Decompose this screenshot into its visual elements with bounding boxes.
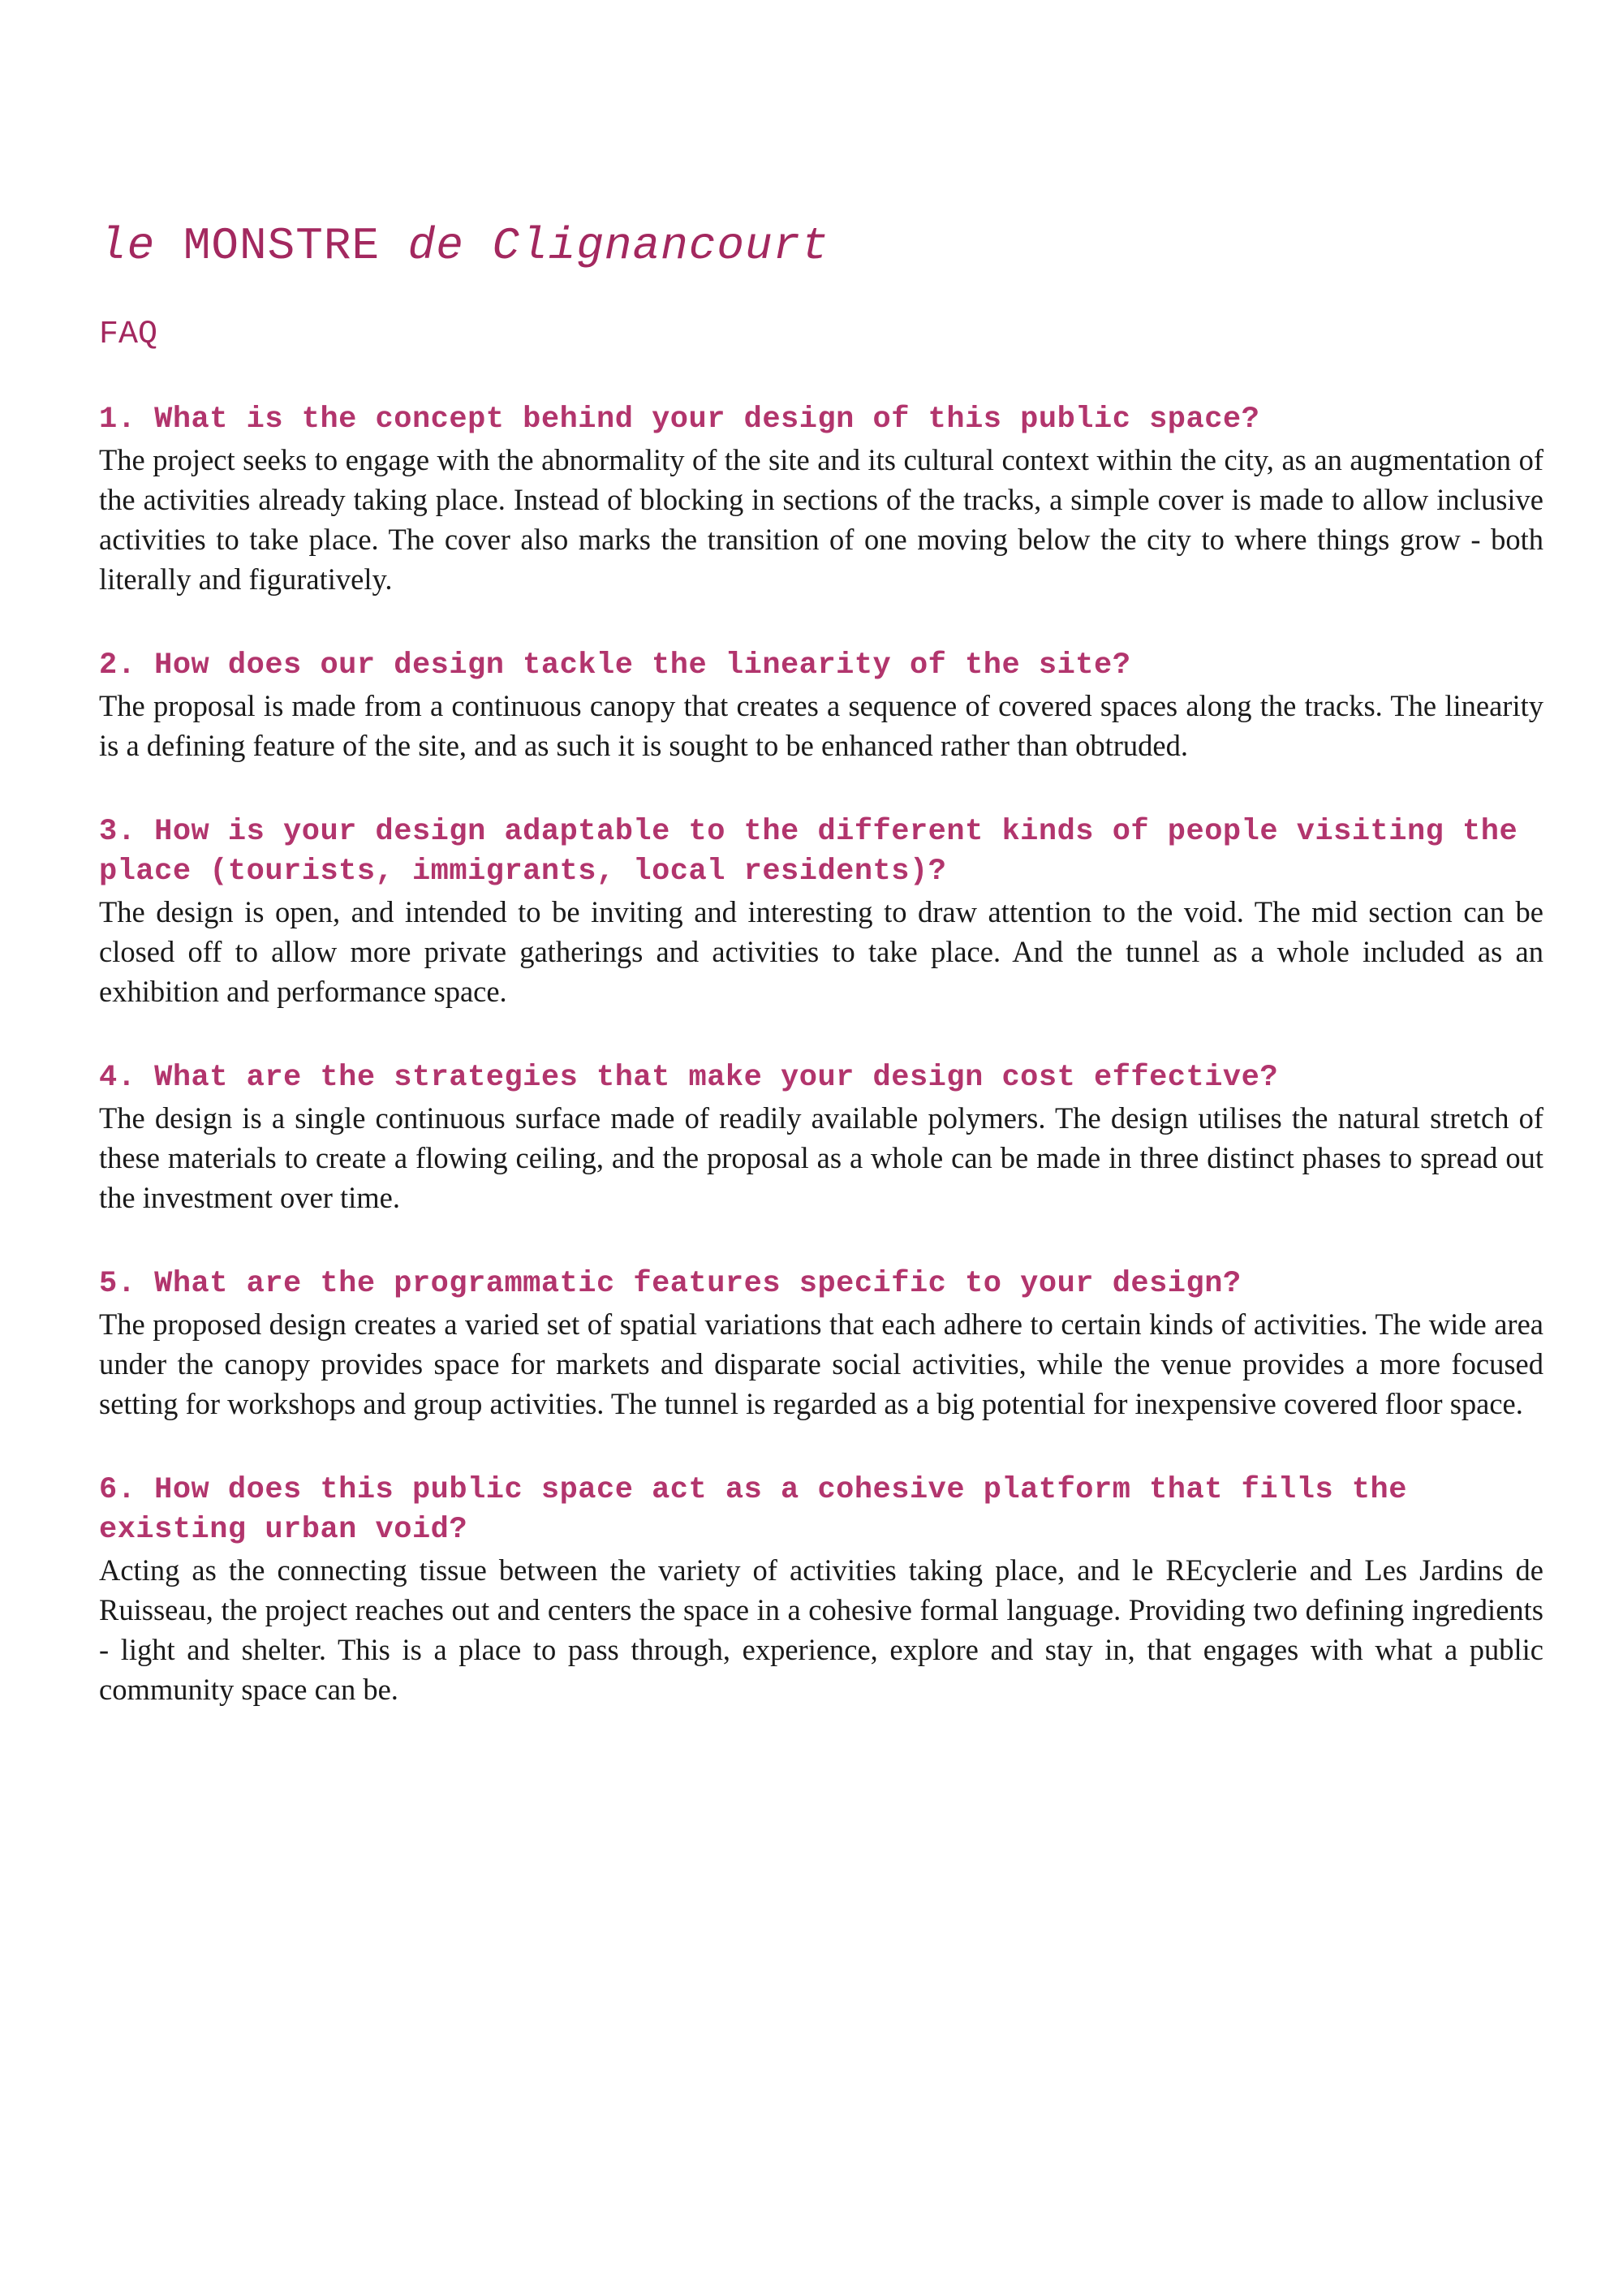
faq-item-1 — [99, 400, 1543, 599]
faq-answer-2: The proposal is made from a continuous canopy that creates a sequence of covered spaces along the tracks. The linearity is a defining feature of the site, and as such it is sought to be enhanced rather than obtruded. — [99, 689, 1543, 763]
title-part-clignancourt: de Clignancourt — [380, 220, 829, 272]
faq-question-1: 1. What is the concept behind your design of this public space? — [99, 403, 1260, 437]
faq-answer-4: The design is a single continuous surface made of readily available polymers. The design utilises the natural stretch of these materials to create a flowing ceiling, and the proposal as a whole can be made in three distinct phases to spread out the investment over time. — [99, 1101, 1543, 1215]
faq-item-2 — [99, 646, 1543, 765]
faq-item-6 — [99, 1471, 1543, 1709]
document-title — [99, 219, 1543, 274]
faq-answer-5: The proposed design creates a varied set of spatial variations that each adhere to certain kinds of activities. The wide area under the canopy provides space for markets and disparate social activities, while the venue provides a more focused setting for workshops and group activities. The tunnel is regarded as a big potential for inexpensive covered floor space. — [99, 1307, 1543, 1421]
faq-question-4: 4. What are the strategies that make your design cost effective? — [99, 1061, 1279, 1096]
title-part-le: le — [99, 220, 183, 272]
faq-item-5 — [99, 1264, 1543, 1424]
faq-section-label: FAQ — [99, 317, 158, 354]
document-page — [99, 219, 1543, 1709]
faq-question-5: 5. What are the programmatic features specific to your design? — [99, 1267, 1242, 1302]
faq-question-6: 6. How does this public space act as a cohesive platform that fills the existing urban void? — [99, 1473, 1407, 1548]
faq-item-4 — [99, 1058, 1543, 1217]
faq-answer-3: The design is open, and intended to be inviting and interesting to draw attention to the void. The mid section can be closed off to allow more private gatherings and activities to take place. And the tunnel as a whole included as an exhibition and performance space. — [99, 895, 1543, 1009]
faq-answer-6: Acting as the connecting tissue between the variety of activities taking place, and le REcyclerie and Les Jardins de Ruisseau, the project reaches out and centers the space in a cohesive formal language. Providing two defining ingredients - light and shelter. This is a place to pass through, experience, explore and stay in, that engages with what a public community space can be. — [99, 1553, 1543, 1707]
title-part-monstre: MONSTRE — [183, 220, 381, 272]
faq-item-3 — [99, 812, 1543, 1011]
faq-answer-1: The project seeks to engage with the abnormality of the site and its cultural context within the city, as an augmentation of the activities already taking place. Instead of blocking in sections of the tracks, a simple cover is made to allow inclusive activities to take place. The cover also marks the transition of one moving below the city to where things grow - both literally and figuratively. — [99, 443, 1543, 597]
faq-question-2: 2. How does our design tackle the linearity of the site? — [99, 648, 1131, 683]
faq-question-3: 3. How is your design adaptable to the different kinds of people visiting the place (tourists, immigrants, local residents)? — [99, 815, 1518, 890]
